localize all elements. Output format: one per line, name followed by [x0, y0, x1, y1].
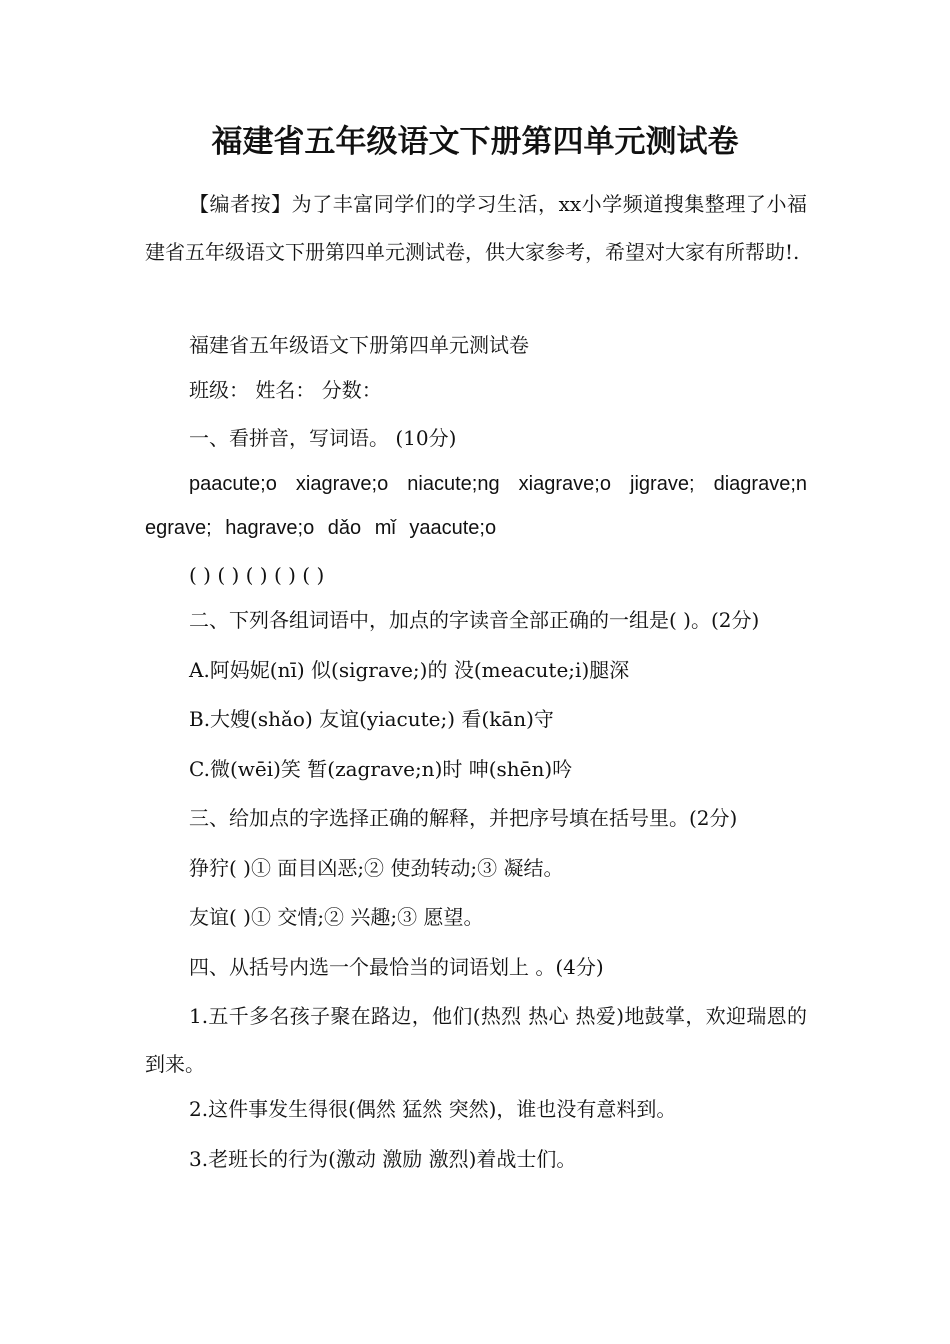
section-1-pinyin: paacute;o xiagrave;o niacute;ng xiagrave;o jigrave; diagrave;n egrave; hagrave;o dǎo mǐ yaacute;o [145, 473, 807, 539]
student-info: 班级： 姓名： 分数： [189, 378, 382, 402]
section-2-option-a: A.阿妈妮(nī) 似(sigrave;)的 没(meacute;i)腿深 [189, 658, 630, 682]
editor-note: 【编者按】为了丰富同学们的学习生活，xx小学频道搜集整理了小福建省五年级语文下册第四单元测试卷，供大家参考，希望对大家有所帮助!. [145, 192, 807, 264]
section-4-item-3: 3.老班长的行为(激动 激励 激烈)着战士们。 [189, 1147, 577, 1171]
section-4-heading: 四、从括号内选一个最恰当的词语划上 。(4分) [189, 955, 604, 979]
section-2-heading: 二、下列各组词语中，加点的字读音全部正确的一组是( )。(2分) [189, 608, 760, 632]
section-1-heading: 一、看拼音，写词语。 (10分) [189, 426, 457, 450]
section-2-option-c: C.微(wēi)笑 暂(zagrave;n)时 呻(shēn)吟 [189, 757, 573, 781]
section-4-item-1: 1.五千多名孩子聚在路边，他们(热烈 热心 热爱)地鼓掌，欢迎瑞恩的到来。 [145, 1004, 807, 1076]
section-3-item-1: 狰狞( )① 面目凶恶;② 使劲转动;③ 凝结。 [189, 856, 564, 880]
section-3-heading: 三、给加点的字选择正确的解释，并把序号填在括号里。(2分) [189, 806, 738, 830]
section-2-option-b: B.大嫂(shǎo) 友谊(yiacute;) 看(kān)守 [189, 707, 554, 731]
section-1-blanks: ( ) ( ) ( ) ( ) ( ) [189, 563, 325, 587]
section-3-item-2: 友谊( )① 交情;② 兴趣;③ 愿望。 [189, 905, 484, 929]
page-title: 福建省五年级语文下册第四单元测试卷 [211, 124, 739, 160]
section-4-item-2: 2.这件事发生得很(偶然 猛然 突然)，谁也没有意料到。 [189, 1097, 677, 1121]
subtitle: 福建省五年级语文下册第四单元测试卷 [189, 333, 529, 357]
